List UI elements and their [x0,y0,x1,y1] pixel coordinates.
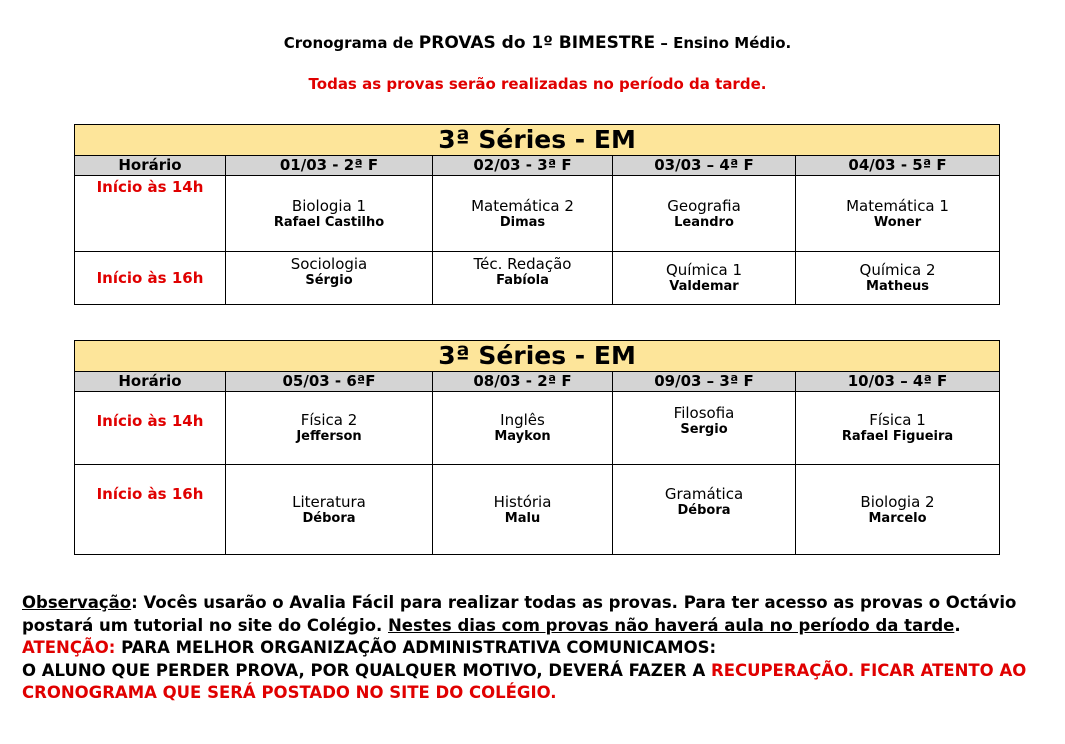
attention-line [22,637,1054,660]
column-header: 05/03 - 6ªF [226,372,433,392]
exam-cell [433,392,613,465]
column-header: 09/03 – 3ª F [613,372,796,392]
exam-teacher: Leandro [674,214,734,230]
exam-subject: Literatura [292,492,366,511]
schedule-table-1 [74,124,1000,305]
exam-cell [433,252,613,305]
observation-label: Observação [22,593,132,612]
exam-cell [613,252,796,305]
exam-subject: Biologia 2 [860,492,935,511]
exam-teacher: Fabíola [496,273,549,288]
exam-cell [796,176,1000,252]
exam-subject: Química 2 [859,261,936,279]
exam-teacher: Matheus [866,279,930,294]
exam-teacher: Débora [302,510,356,526]
exam-teacher: Maykon [494,429,551,444]
exam-teacher: Valdemar [669,279,739,294]
column-header: Horário [75,372,226,392]
exam-subject: Inglês [500,411,545,429]
exam-teacher: Dimas [499,214,546,230]
attention-text: PARA MELHOR ORGANIZAÇÃO ADMINISTRATIVA COMUNICAMOS: [115,638,717,657]
exam-cell [613,392,796,465]
exam-subject: Téc. Redação [473,255,572,273]
exam-subject: Geografia [667,196,741,215]
exam-subject: História [493,492,552,511]
column-header: 08/03 - 2ª F [433,372,613,392]
table-band-title: 3ª Séries - EM [75,125,1000,156]
attention-label: ATENÇÃO: [22,638,116,657]
exam-subject: Matemática 2 [471,196,574,215]
exam-cell [226,465,433,555]
exam-teacher: Jefferson [296,429,362,444]
exam-cell [796,252,1000,305]
exam-subject: Gramática [664,485,744,503]
observation-paragraph [22,592,1054,637]
exam-cell [226,392,433,465]
table-row [75,252,1000,305]
table-row [75,176,1000,252]
exam-teacher: Malu [504,510,541,526]
exam-subject: Filosofia [673,404,735,422]
column-header: 01/03 - 2ª F [226,156,433,176]
observation-colon: : [131,593,144,612]
table-header-row [75,156,1000,176]
observation-end: . [954,615,961,635]
title-suffix: – Ensino Médio. [655,34,792,52]
observation-text: Vocês usarão o Avalia Fácil para realizar todas as provas. Para ter acesso as provas o Octávio postará um tutorial no site do Colégio. [22,593,1017,635]
exam-subject: Sociologia [290,255,368,273]
rule-red-text: RECUPERAÇÃO. FICAR ATENTO AO CRONOGRAMA QUE SERÁ POSTADO NO SITE DO COLÉGIO. [22,660,1027,702]
column-header: Horário [75,156,226,176]
notes-section [22,592,1054,705]
exam-cell [796,465,1000,555]
exam-teacher: Débora [677,503,731,518]
time-cell: Início às 14h [75,176,226,252]
rule-paragraph [22,660,1054,705]
exam-cell [433,465,613,555]
exam-subject: Física 1 [869,411,926,429]
column-header: 10/03 – 4ª F [796,372,1000,392]
exam-teacher: Sérgio [305,273,353,288]
title-prefix: Cronograma de [283,34,419,52]
exam-cell [433,176,613,252]
exam-cell [796,392,1000,465]
exam-cell [226,252,433,305]
page-title [0,33,1065,53]
exam-subject: Biologia 1 [291,196,367,215]
table-band-title: 3ª Séries - EM [75,341,1000,372]
column-header: 03/03 – 4ª F [613,156,796,176]
table-row [75,392,1000,465]
exam-subject: Matemática 1 [846,196,949,215]
observation-underlined: Nestes dias com provas não haverá aula no período da tarde [388,615,955,635]
exam-subject: Química 1 [665,261,742,279]
table-row [75,465,1000,555]
exam-teacher: Woner [873,214,922,230]
table-header-row [75,372,1000,392]
exam-teacher: Rafael Castilho [273,214,385,230]
exam-cell [613,465,796,555]
exam-teacher: Sergio [680,422,728,437]
page-subtitle: Todas as provas serão realizadas no período da tarde. [308,75,767,93]
exam-subject: Física 2 [300,411,358,429]
exam-cell [613,176,796,252]
schedule-table-2 [74,340,1000,555]
exam-cell [226,176,433,252]
rule-text: O ALUNO QUE PERDER PROVA, POR QUALQUER MOTIVO, DEVERÁ FAZER A [22,660,711,680]
exam-teacher: Marcelo [868,510,927,526]
time-cell: Início às 16h [75,465,226,555]
exam-teacher: Rafael Figueira [841,429,954,444]
column-header: 04/03 - 5ª F [796,156,1000,176]
title-main: PROVAS do 1º BIMESTRE [418,33,656,53]
time-cell: Início às 14h [75,392,226,465]
column-header: 02/03 - 3ª F [433,156,613,176]
time-cell: Início às 16h [75,252,226,305]
